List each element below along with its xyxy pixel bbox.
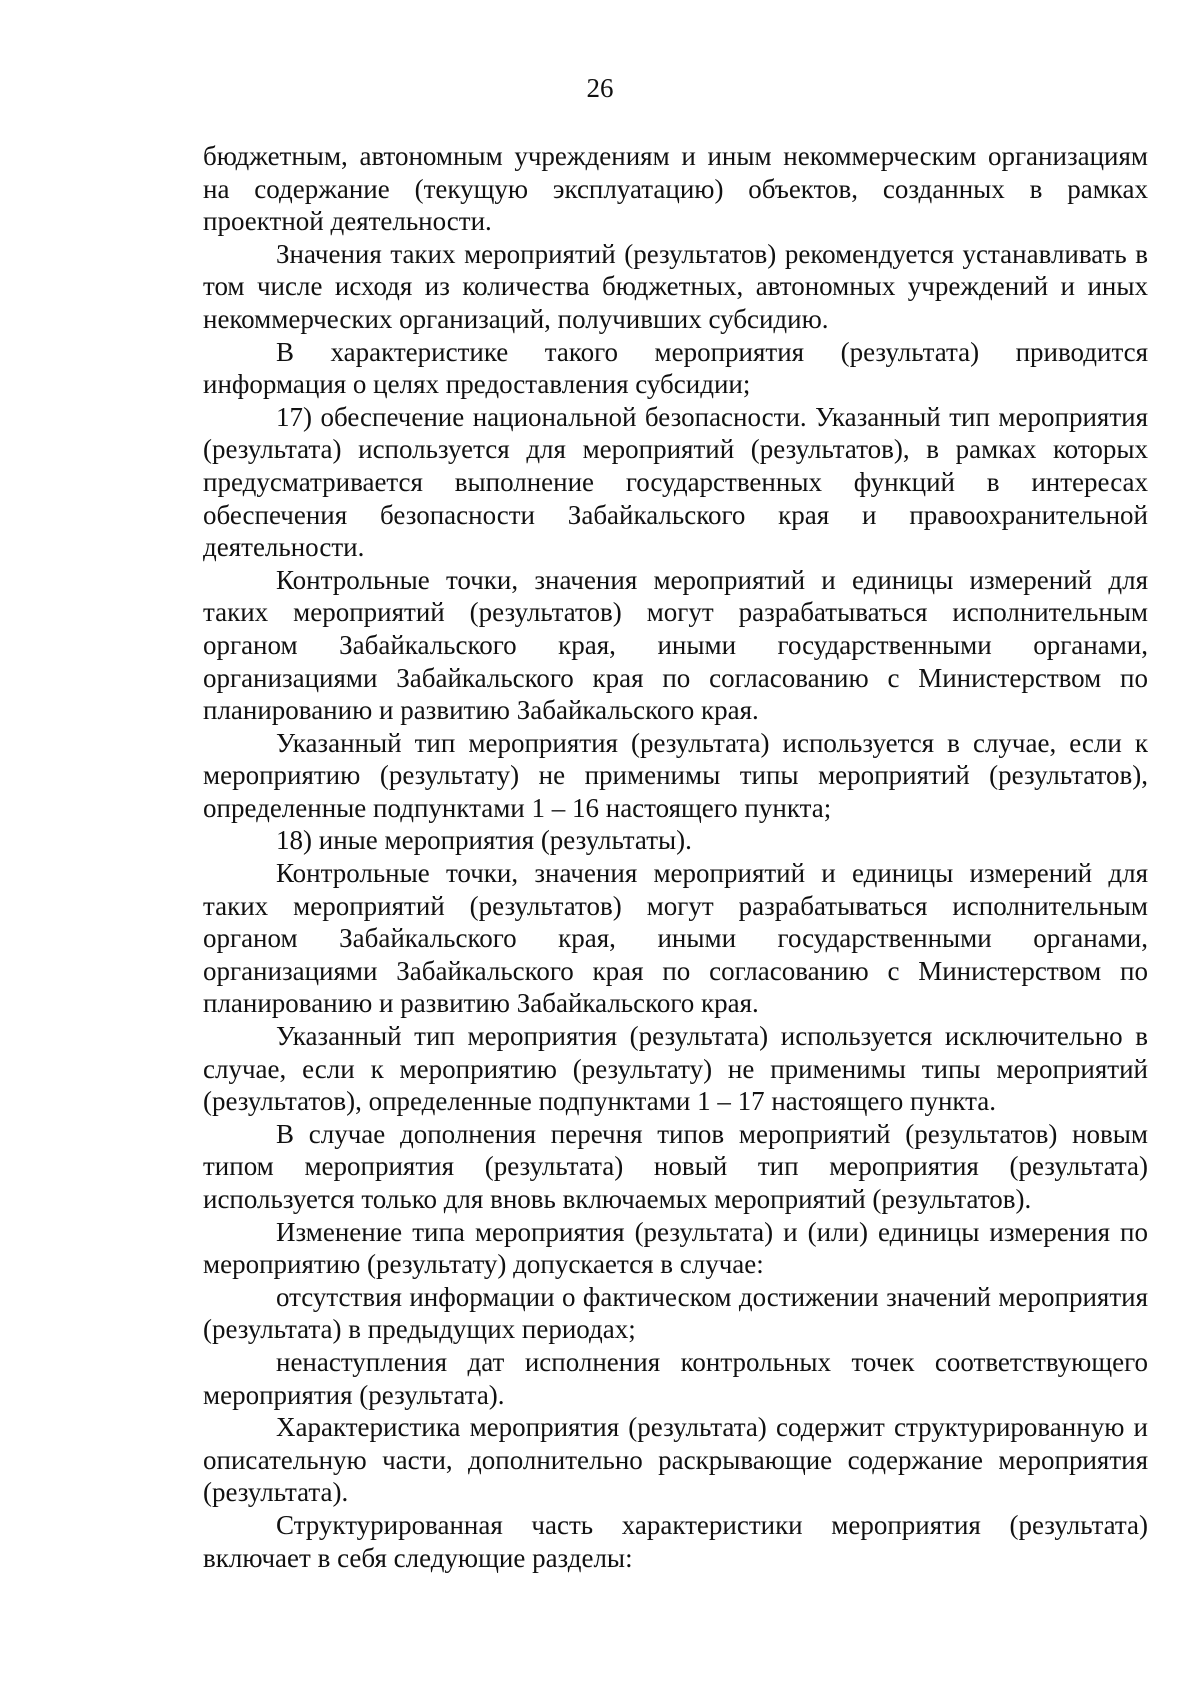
document-body (203, 140, 1148, 1574)
paragraph: В случае дополнения перечня типов мероприятий (результатов) новым типом мероприятия (результата) новый тип мероприятия (результата) используется только для вновь включаемых мероприятий (результатов). (203, 1118, 1148, 1214)
paragraph: Указанный тип мероприятия (результата) используется в случае, если к мероприятию (результату) не применимы типы мероприятий (результатов), определенные подпунктами 1 – 16 настоящего пункта; (203, 727, 1148, 823)
paragraph: Контрольные точки, значения мероприятий и единицы измерений для таких мероприятий (результатов) могут разрабатываться исполнительным органом Забайкальского края, иными государственными органами, организациями Забайкальского края по согласованию с Министерством по планированию и развитию Забайкальского края. (203, 858, 1148, 1019)
paragraph: В характеристике такого мероприятия (результата) приводится информация о целях предоставления субсидии; (203, 336, 1148, 400)
paragraph-continuation: бюджетным, автономным учреждениям и иным некоммерческим организациям на содержание (текущую эксплуатацию) объектов, созданных в рамках проектной деятельности. (203, 141, 1148, 237)
page-number: 26 (586, 73, 614, 103)
paragraph: Значения таких мероприятий (результатов) рекомендуется устанавливать в том числе исходя из количества бюджетных, автономных учреждений и иных некоммерческих организаций, получивших субсидию. (203, 238, 1148, 334)
paragraph: Изменение типа мероприятия (результата) и (или) единицы измерения по мероприятию (результату) допускается в случае: (203, 1216, 1148, 1280)
paragraph: Контрольные точки, значения мероприятий и единицы измерений для таких мероприятий (результатов) могут разрабатываться исполнительным органом Забайкальского края, иными государственными органами, организациями Забайкальского края по согласованию с Министерством по планированию и развитию Забайкальского края. (203, 564, 1148, 726)
list-item-18: 18) иные мероприятия (результаты). (276, 825, 692, 856)
paragraph: Указанный тип мероприятия (результата) используется исключительно в случае, если к мероприятию (результату) не применимы типы мероприятий (результатов), определенные подпунктами 1 – 17 настоящего пункта. (203, 1021, 1148, 1117)
paragraph: Характеристика мероприятия (результата) содержит структурированную и описательную части, дополнительно раскрывающие содержание мероприятия (результата). (203, 1412, 1148, 1508)
paragraph: ненаступления дат исполнения контрольных точек соответствующего мероприятия (результата). (203, 1346, 1148, 1410)
paragraph: Структурированная часть характеристики мероприятия (результата) включает в себя следующие разделы: (203, 1509, 1148, 1573)
paragraph: отсутствия информации о фактическом достижении значений мероприятия (результата) в предыдущих периодах; (203, 1281, 1148, 1345)
list-item-17: 17) обеспечение национальной безопасности. Указанный тип мероприятия (результата) используется для мероприятий (результатов), в рамках которых предусматривается выполнение государственных функций в интересах обеспечения безопасности Забайкальского края и правоохранительной деятельности. (203, 401, 1148, 563)
